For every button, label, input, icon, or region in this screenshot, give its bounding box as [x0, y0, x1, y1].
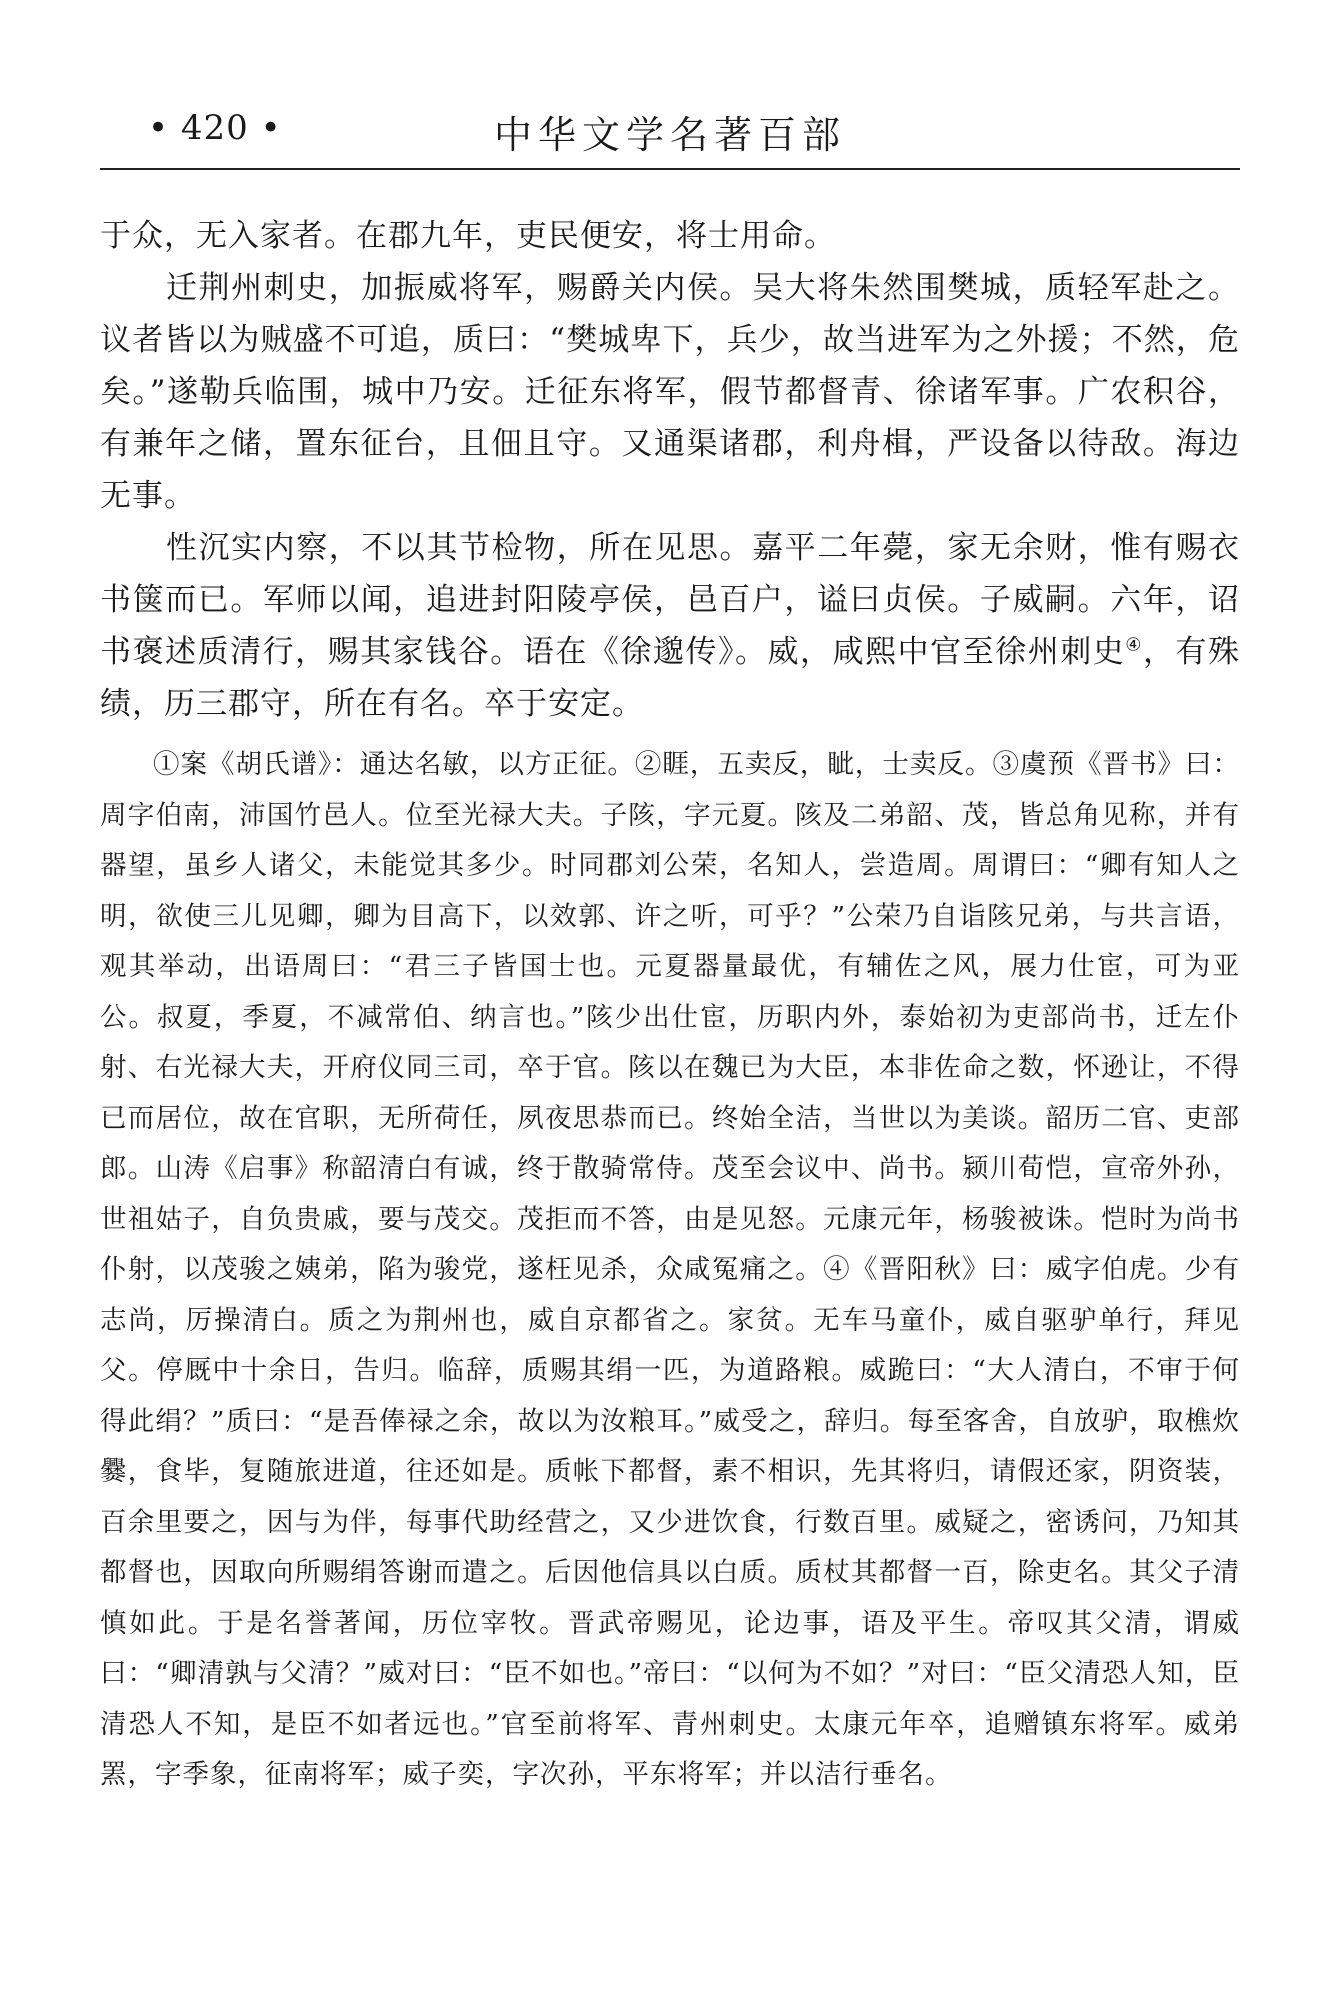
main-text [100, 210, 1240, 730]
footnote-marker-4: ④ [1125, 634, 1143, 656]
header-rule [100, 168, 1240, 170]
paragraph-3-text-b: ，有殊绩，历三郡守，所在有名。卒于安定。 [100, 634, 1241, 722]
footnotes [100, 740, 1240, 1801]
page-header [100, 108, 1240, 168]
paragraph-3 [100, 522, 1240, 730]
paragraph-3-text-a: 性沉实内察，不以其节检物，所在见思。嘉平二年薨，家无余财，惟有赐衣书箧而已。军师以闻，追进封阳陵亭侯，邑百户，谥曰贞侯。子威嗣。六年，诏书褒述质清行，赐其家钱谷。语在《徐邈传》。威，咸熙中官至徐州刺史 [100, 530, 1240, 670]
paragraph-1: 于众，无入家者。在郡九年，吏民便安，将士用命。 [100, 218, 836, 254]
page-number: • 420 • [148, 108, 282, 148]
footnote-text: ①案《胡氏谱》：通达名敏，以方正征。②睚，五卖反，眦，士卖反。③虞预《晋书》曰：周字伯南，沛国竹邑人。位至光禄大夫。子陔，字元夏。陔及二弟韶、茂，皆总角见称，并有器望，虽乡人诸父，未能觉其多少。时同郡刘公荣，名知人，尝造周。周谓曰：“卿有知人之明，欲使三儿见卿，卿为目高下，以效郭、许之听，可乎？”公荣乃自诣陔兄弟，与共言语，观其举动，出语周曰：“君三子皆国士也。元夏器量最优，有辅佐之风，展力仕宦，可为亚公。叔夏，季夏，不减常伯、纳言也。”陔少出仕宦，历职内外，泰始初为吏部尚书，迁左仆射、右光禄大夫，开府仪同三司，卒于官。陔以在魏已为大臣，本非佐命之数，怀逊让，不得已而居位，故在官职，无所荷任，夙夜思恭而已。终始全洁，当世以为美谈。韶历二官、吏部郎。山涛《启事》称韶清白有诚，终于散骑常侍。茂至会议中、尚书。颍川荀恺，宣帝外孙，世祖姑子，自负贵戚，要与茂交。茂拒而不答，由是见怒。元康元年，杨骏被诛。恺时为尚书仆射，以茂骏之姨弟，陷为骏党，遂枉见杀，众咸冤痛之。④《晋阳秋》曰：威字伯虎。少有志尚，厉操清白。质之为荆州也，威自京都省之。家贫。无车马童仆，威自驱驴单行，拜见父。停厩中十余日，告归。临辞，质赐其绢一匹，为道路粮。威跪曰：“大人清白，不审于何得此绢？”质曰：“是吾俸禄之余，故以为汝粮耳。”威受之，辞归。每至客舍，自放驴，取樵炊爨，食毕，复随旅进道，往还如是。质帐下都督，素不相识，先其将归，请假还家，阴资装，百余里要之，因与为伴，每事代助经营之，又少进饮食，行数百里。威疑之，密诱问，乃知其都督也，因取向所赐绢答谢而遣之。后因他信具以白质。质杖其都督一百，除吏名。其父子清慎如此。于是名誉著闻，历位宰牧。晋武帝赐见，论边事，语及平生。帝叹其父清，谓威曰：“卿清孰与父清？”威对曰：“臣不如也。”帝曰：“以何为不如？”对曰：“臣父清恐人知，臣清恐人不知，是臣不如者远也。”官至前将军、青州刺史。太康元年卒，追赠镇东将军。威弟罴，字季象，征南将军；威子奕，字次孙，平东将军；并以洁行垂名。 [100, 749, 1240, 1790]
paragraph-2: 迁荆州刺史，加振威将军，赐爵关内侯。吴大将朱然围樊城，质轻军赴之。议者皆以为贼盛不可追，质曰：“樊城卑下，兵少，故当进军为之外援；不然，危矣。”遂勒兵临围，城中乃安。迁征东将军，假节都督青、徐诸军事。广农积谷，有兼年之储，置东征台，且佃且守。又通渠诸郡，利舟楫，严设备以待敌。海边无事。 [100, 270, 1240, 514]
book-title: 中华文学名著百部 [493, 113, 846, 157]
